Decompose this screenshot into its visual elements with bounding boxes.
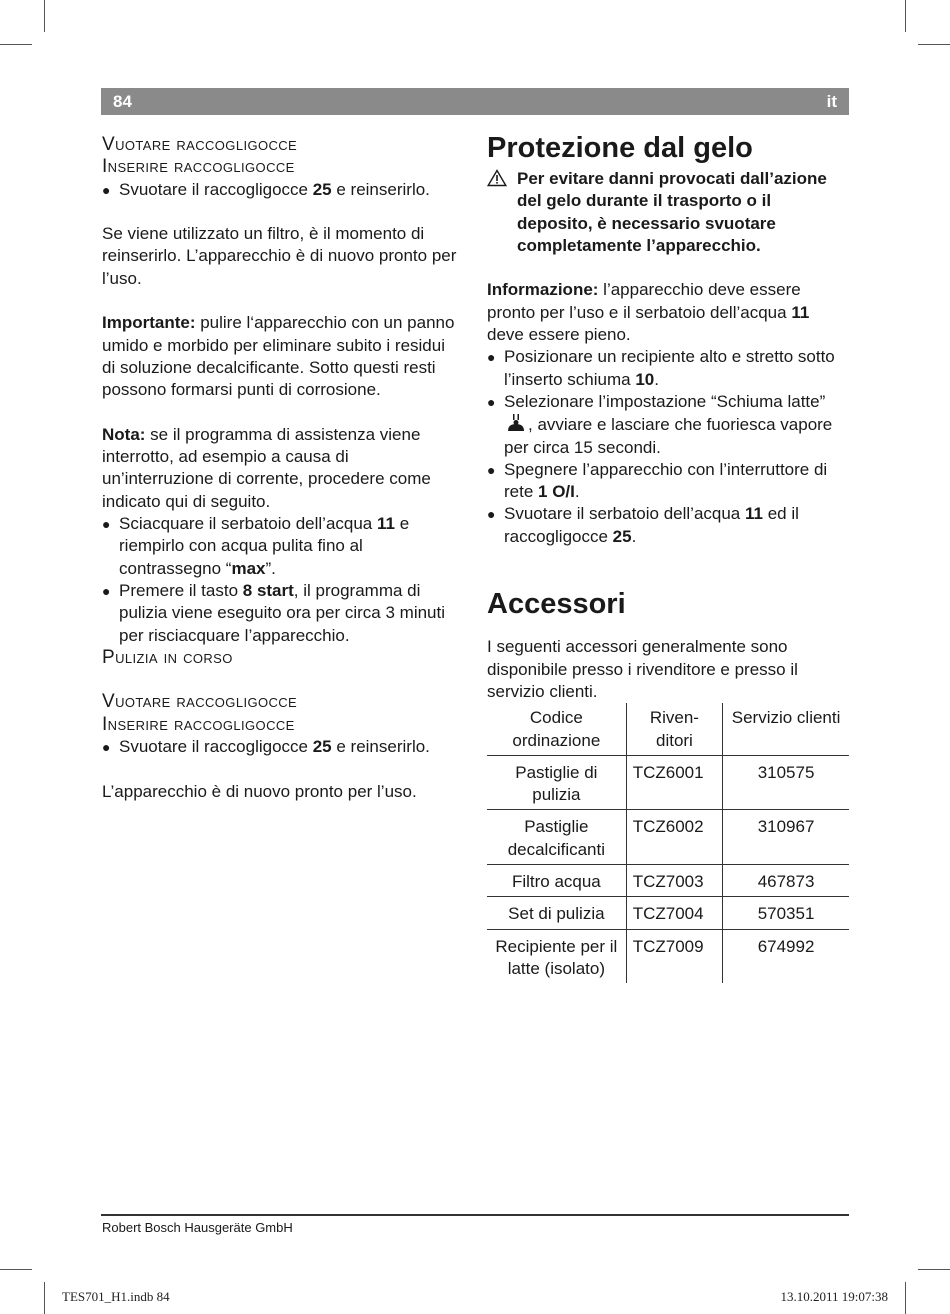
display-message: Vuotare raccogligocce <box>102 691 298 713</box>
info-note: Informazione: l’apparecchio deve essere pronto per l’uso e il serbatoio dell’acqua 11 deve essere pieno. <box>487 280 810 345</box>
crop-mark <box>0 44 32 45</box>
crop-mark <box>44 0 45 32</box>
table-header-cell: Servizio clienti <box>731 708 841 728</box>
table-header-cell: Codice ordinazione <box>487 703 626 755</box>
list-item: ● Premere il tasto 8 start, il programma di pulizia viene eseguito ora per circa 3 minuti per risciacquare l’apparecchio. <box>102 580 462 647</box>
table-cell: 467873 <box>723 865 849 897</box>
list-item: ● Svuotare il raccogligocce 25 e reinserirlo. <box>102 179 462 201</box>
crop-mark <box>0 1269 32 1270</box>
list-item: ● Selezionare l’impostazione “Schiuma latte” , avviare e lasciare che fuoriesca vapore per circa 15 secondi. <box>487 391 849 459</box>
section-title: Protezione dal gelo <box>487 132 753 164</box>
right-column <box>487 128 849 983</box>
crop-mark <box>905 0 906 32</box>
list-item: ● Svuotare il serbatoio dell’acqua 11 ed il raccogligocce 25. <box>487 503 849 548</box>
table-cell: TCZ6001 <box>626 755 722 810</box>
table-row <box>487 810 849 865</box>
table-row <box>487 865 849 897</box>
table-cell: 570351 <box>723 897 849 929</box>
table-cell: Pastiglie decalcificanti <box>487 810 626 865</box>
table-cell: TCZ7004 <box>626 897 722 929</box>
display-message: Inserire raccogligocce <box>102 156 295 178</box>
table-header-row <box>487 703 849 755</box>
list-item: ● Spegnere l’apparecchio con l’interruttore di rete 1 O/I. <box>487 459 849 504</box>
table-row <box>487 897 849 929</box>
warning-icon <box>487 169 507 187</box>
table-row <box>487 755 849 810</box>
display-message: Inserire raccogligocce <box>102 713 295 735</box>
paragraph: Se viene utilizzato un filtro, è il momento di reinserirlo. L’apparecchio è di nuovo pronto per l’uso. <box>102 224 457 288</box>
print-slug-file: TES701_H1.indb 84 <box>62 1289 170 1304</box>
crop-mark <box>918 44 950 45</box>
list-item: ● Svuotare il raccogligocce 25 e reinserirlo. <box>102 736 462 758</box>
nota-note: Nota: se il programma di assistenza viene interrotto, ad esempio a causa di un’interruzione di corrente, procedere come indicato qui di seguito. <box>102 424 431 511</box>
milk-froth-icon <box>506 413 526 433</box>
table-cell: TCZ7009 <box>626 929 722 983</box>
paragraph: L’apparecchio è di nuovo pronto per l’uso. <box>102 781 417 801</box>
section-title: Accessori <box>487 588 626 621</box>
language-code: it <box>826 92 837 111</box>
list-item: ● Sciacquare il serbatoio dell’acqua 11 e riempirlo con acqua pulita fino al contrassegno “max”. <box>102 513 462 580</box>
table-cell: 310575 <box>723 755 849 810</box>
crop-mark <box>44 1282 45 1314</box>
table-cell: 674992 <box>723 929 849 983</box>
accessories-table <box>487 703 849 983</box>
table-cell: 310967 <box>723 810 849 865</box>
table-row <box>487 929 849 983</box>
table-cell: Filtro acqua <box>487 865 626 897</box>
footer-company: Robert Bosch Hausgeräte GmbH <box>102 1220 293 1235</box>
paragraph: I seguenti accessori generalmente sono disponibile presso i rivenditore e presso il servizio clienti. <box>487 637 798 701</box>
display-message: Pulizia in corso <box>102 646 233 668</box>
crop-mark <box>918 1269 950 1270</box>
footer-rule <box>101 1214 849 1216</box>
left-column <box>102 134 462 803</box>
table-cell: TCZ6002 <box>626 810 722 865</box>
display-message: Vuotare raccogligocce <box>102 134 298 155</box>
list-item: ● Posizionare un recipiente alto e stretto sotto l’inserto schiuma 10. <box>487 346 849 391</box>
table-cell: Recipiente per il latte (isolato) <box>487 929 626 983</box>
table-cell: Set di pulizia <box>487 897 626 929</box>
table-cell: Pastiglie di pulizia <box>487 755 626 810</box>
table-header-cell: Riven- ditori <box>626 703 722 755</box>
page-header-bar <box>101 88 849 115</box>
page-number: 84 <box>113 92 132 111</box>
important-note: Importante: pulire l‘apparecchio con un panno umido e morbido per eliminare subito i residui di soluzione decalcificante. Sotto questi resti possono formarsi punti di corrosione. <box>102 313 455 400</box>
table-cell: TCZ7003 <box>626 865 722 897</box>
warning-block: Per evitare danni provocati dall’azione del gelo durante il trasporto o il deposito, è necessario svuotare completamente l’apparecchio. <box>487 168 849 257</box>
print-slug-date: 13.10.2011 19:07:38 <box>780 1289 888 1304</box>
crop-mark <box>905 1282 906 1314</box>
